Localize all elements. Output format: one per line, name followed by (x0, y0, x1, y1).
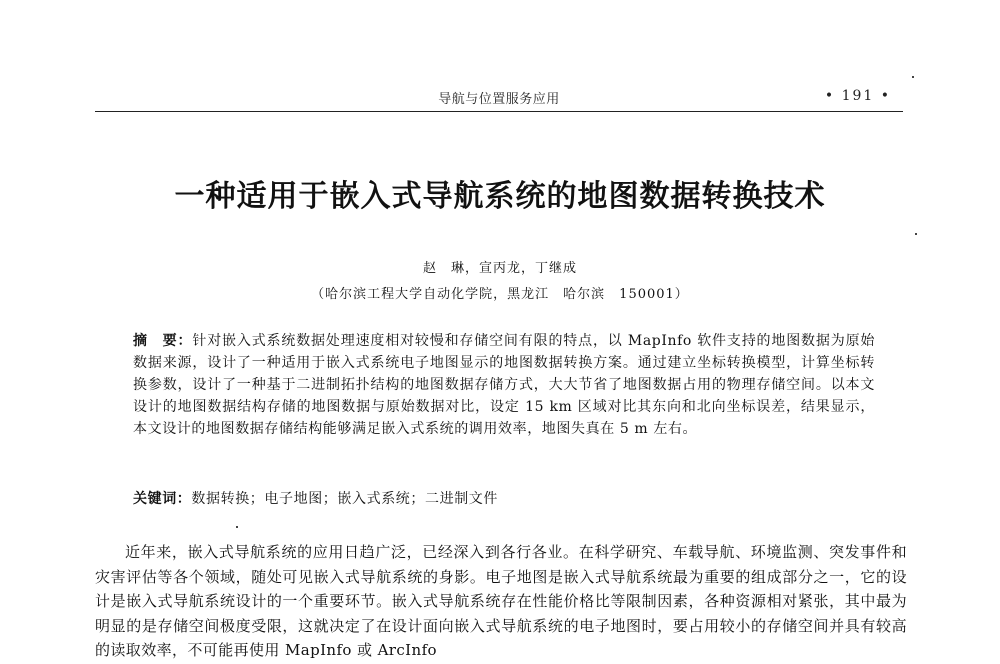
affiliation: （哈尔滨工程大学自动化学院，黑龙江 哈尔滨 150001） (311, 287, 689, 302)
scan-speck (912, 76, 914, 78)
abstract-label: 摘 要： (133, 333, 193, 349)
header-rule (95, 111, 903, 112)
running-header (95, 86, 903, 108)
authors: 赵 琳，宣丙龙，丁继成 (422, 261, 577, 276)
paper-title: 一种适用于嵌入式导航系统的地图数据转换技术 (174, 179, 826, 214)
page-number: • 191 • (824, 88, 891, 104)
keywords (133, 488, 875, 508)
scan-speck (236, 526, 238, 528)
scan-speck (915, 233, 917, 235)
abstract-text: 针对嵌入式系统数据处理速度相对较慢和存储空间有限的特点，以 MapInfo 软件支持的地图数据为原始数据来源，设计了一种适用于嵌入式系统电子地图显示的地图数据转换方案。通过建立坐标转换模型，计算坐标转换参数，设计了一种基于二进制拓扑结构的地图数据存储方式，大大节省了地图数据占用的物理存储空间。以本文设计的地图数据结构存储的地图数据与原始数据对比，设定 15 km 区域对比其东向和北向坐标误差，结果显示，本文设计的地图数据存储结构能够满足嵌入式系统的调用效率，地图失真在 5 m 左右。 (133, 333, 876, 437)
keywords-label: 关键词： (133, 491, 192, 507)
abstract (133, 330, 875, 440)
running-title: 导航与位置服务应用 (438, 92, 560, 107)
body-paragraph: 近年来，嵌入式导航系统的应用日趋广泛，已经深入到各行各业。在科学研究、车载导航、环境监测、突发事件和灾害评估等各个领域，随处可见嵌入式导航系统的身影。电子地图是嵌入式导航系统最为重要的组成部分之一，它的设计是嵌入式导航系统设计的一个重要环节。嵌入式导航系统存在性能价格比等限制因素，各种资源相对紧张，其中最为明显的是存储空间极度受限，这就决定了在设计面向嵌入式导航系统的电子地图时，要占用较小的存储空间并具有较高的读取效率，不可能再使用 MapInfo 或 ArcInfo (95, 543, 907, 659)
keywords-text: 数据转换；电子地图；嵌入式系统；二进制文件 (191, 491, 499, 507)
